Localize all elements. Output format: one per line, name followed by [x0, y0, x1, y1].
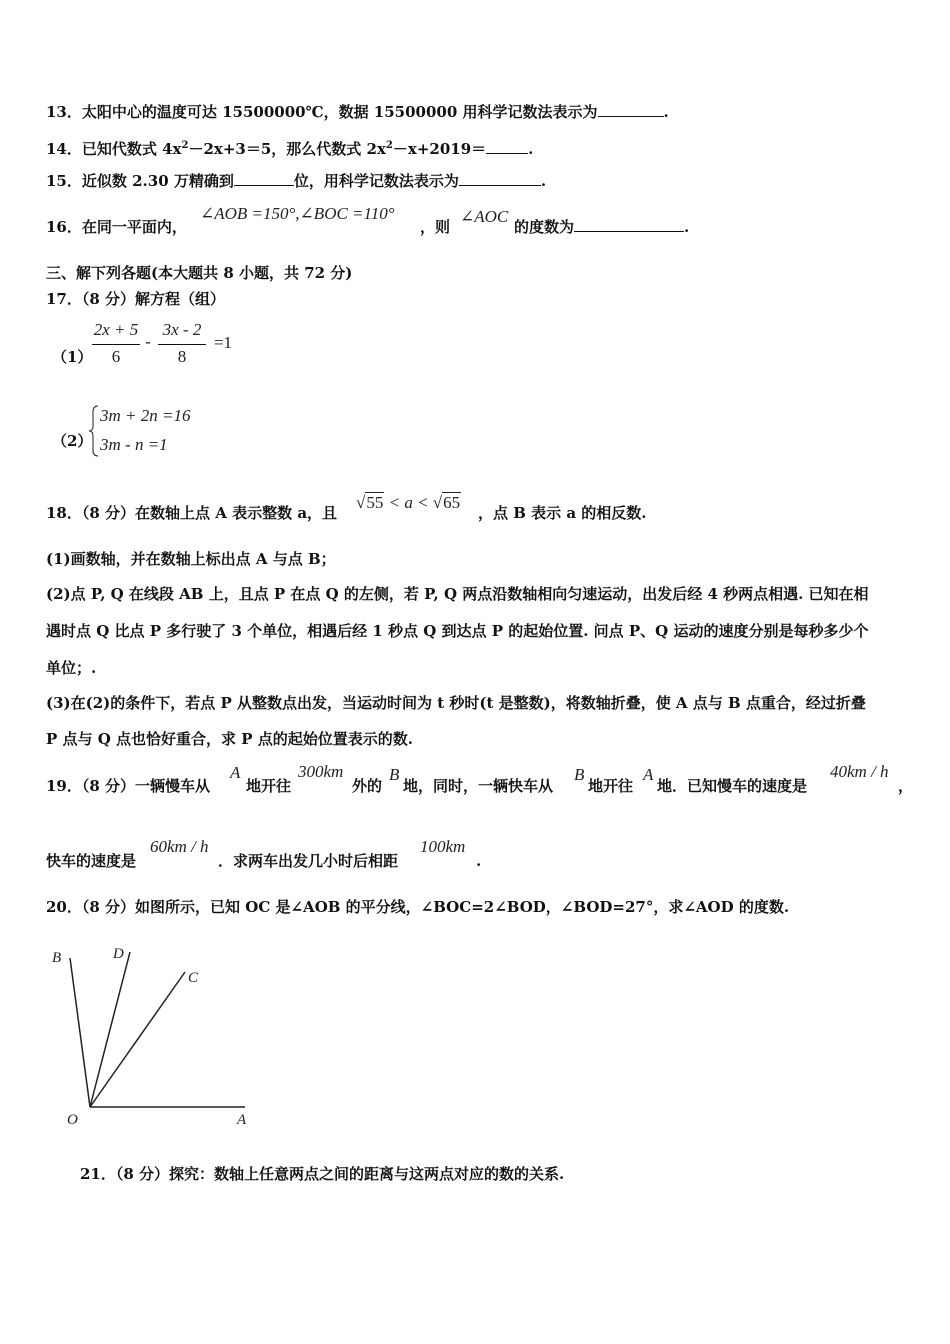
- fraction-bar: [158, 344, 206, 345]
- sub-question-2-line2: 遇时点 Q 比点 P 多行驶了 3 个单位，相遇后经 1 秒点 Q 到达点 P 的起始位置. 问点 P、Q 运动的速度分别是每秒多少个: [46, 622, 869, 640]
- expression: 2x: [366, 140, 386, 158]
- question-16: [46, 217, 187, 237]
- period: .: [528, 140, 534, 158]
- equation-2: 3m - n =1: [100, 435, 168, 454]
- sub-question-3-line1: (3)在(2)的条件下，若点 P 从整数点出发，当运动时间为 t 秒时(t 是整数)，将数轴折叠，使 A 点与 B 点重合，经过折叠: [46, 694, 866, 712]
- exponent: 2: [385, 140, 393, 151]
- q19-text: ．求两车出发几小时后相距: [218, 852, 399, 870]
- period: .: [684, 218, 690, 236]
- question-text: （8 分）如图所示，已知 OC 是∠AOB 的平分线，∠BOC=2∠BOD，∠BOD=27°，求∠AOD 的度数.: [81, 898, 790, 916]
- question-number: 16．: [46, 218, 82, 236]
- question-number: 20．: [46, 898, 82, 916]
- answer-blank[interactable]: [234, 172, 294, 186]
- inequality: √55 < a < √65: [356, 493, 461, 512]
- ray-od: [90, 952, 130, 1107]
- answer-blank[interactable]: [574, 218, 684, 232]
- radicand: 65: [443, 493, 461, 512]
- question-number: 14．: [46, 140, 82, 158]
- answer-blank[interactable]: [598, 103, 664, 117]
- angle-aoc: ∠AOC: [460, 207, 509, 226]
- part-label: （2）: [52, 432, 93, 450]
- q19-line2: 快车的速度是: [46, 852, 137, 870]
- q19-text: ，: [898, 777, 914, 795]
- question-number: 13．: [46, 103, 82, 121]
- question-text: 位，用科学记数法表示为: [293, 172, 459, 190]
- denominator: 6: [111, 347, 121, 366]
- equation-1: 3m + 2n =16: [100, 406, 191, 425]
- q19-text: 外的: [352, 777, 383, 795]
- question-text: 近似数 2.30 万精确到: [81, 172, 234, 190]
- sub-question-1: (1)画数轴，并在数轴上标出点 A 与点 B；: [46, 550, 336, 568]
- sub-question-3-line2: P 点与 Q 点也恰好重合，求 P 点的起始位置表示的数.: [46, 730, 413, 748]
- question-text: ，则: [420, 218, 451, 236]
- q19-text: 地，同时，一辆快车从: [403, 777, 554, 795]
- sub-question-2-line3: 单位；.: [46, 659, 97, 677]
- point-b: B: [389, 765, 400, 784]
- question-16-tail: [514, 217, 689, 237]
- question-text: （8 分）探究：数轴上任意两点之间的距离与这两点对应的数的关系.: [115, 1165, 565, 1183]
- label-b: B: [52, 950, 62, 966]
- part-label: （1）: [52, 348, 93, 366]
- expression: －2x+3＝5，那么代数式: [188, 140, 367, 158]
- sub-question-2-line1: (2)点 P, Q 在线段 AB 上，且点 P 在点 Q 的左侧，若 P, Q 两点沿数轴相向匀速运动，出发后经 4 秒两点相遇. 已知在相: [46, 585, 869, 603]
- question-number: 17．: [46, 290, 82, 308]
- answer-blank[interactable]: [486, 140, 528, 154]
- equation-rhs: =1: [213, 333, 233, 352]
- exponent: 2: [181, 140, 189, 151]
- minus-sign: -: [145, 332, 151, 351]
- answer-blank[interactable]: [459, 172, 541, 186]
- question-text: 的度数为: [514, 218, 575, 236]
- question-19: [46, 776, 210, 796]
- radicand: 55: [366, 493, 384, 512]
- question-20: [46, 897, 789, 917]
- ray-ob: [70, 958, 90, 1107]
- question-text: （8 分）解方程（组）: [81, 290, 226, 308]
- point-b: B: [574, 765, 585, 784]
- denominator: 8: [177, 347, 187, 366]
- question-number: 21．: [80, 1165, 116, 1183]
- period: .: [663, 103, 669, 121]
- q19-text: 地开往: [588, 777, 634, 795]
- distance: 300km: [298, 762, 344, 781]
- section-heading: 三、解下列各题(本大题共 8 小题，共 72 分): [46, 264, 353, 282]
- question-text: （8 分）在数轴上点 A 表示整数 a，且: [81, 504, 338, 522]
- expression: 4x: [162, 140, 182, 158]
- distance: 100km: [420, 837, 466, 856]
- label-c: C: [188, 970, 199, 986]
- ray-oc: [90, 972, 185, 1107]
- period: .: [476, 852, 482, 870]
- question-number: 15．: [46, 172, 82, 190]
- inequality-middle: < a <: [388, 493, 429, 512]
- brace-icon: [88, 404, 100, 458]
- question-text: 太阳中心的温度可达 15500000℃，数据 15500000 用科学记数法表示为: [81, 103, 598, 121]
- q19-text: 地开往: [246, 777, 292, 795]
- question-13: [46, 102, 669, 122]
- speed-slow: 40km / h: [830, 762, 889, 781]
- question-number: 18．: [46, 504, 82, 522]
- angle-figure: [40, 940, 270, 1140]
- question-text: 已知代数式: [81, 140, 163, 158]
- question-15: [46, 171, 546, 191]
- point-a: A: [230, 763, 241, 782]
- label-a: A: [237, 1112, 247, 1128]
- label-o: O: [67, 1112, 78, 1128]
- fraction-bar: [92, 344, 140, 345]
- expression: －x+2019＝: [392, 140, 487, 158]
- point-a: A: [643, 765, 654, 784]
- angle-expression: ∠AOB =150°,∠BOC =110°: [200, 204, 395, 223]
- question-text: （8 分）一辆慢车从: [81, 777, 211, 795]
- speed-fast: 60km / h: [150, 837, 209, 856]
- question-text: 在同一平面内，: [81, 218, 187, 236]
- q19-text: 地．已知慢车的速度是: [657, 777, 808, 795]
- question-21: [80, 1164, 564, 1184]
- question-16-cont: [420, 217, 450, 237]
- question-17: [46, 289, 225, 309]
- numerator: 3x - 2: [162, 320, 202, 339]
- question-18-cont: ，点 B 表示 a 的相反数.: [478, 504, 647, 522]
- question-number: 19．: [46, 777, 82, 795]
- question-18: [46, 503, 337, 523]
- numerator: 2x + 5: [93, 320, 139, 339]
- question-14: [46, 136, 533, 159]
- label-d: D: [113, 946, 124, 962]
- period: .: [540, 172, 547, 190]
